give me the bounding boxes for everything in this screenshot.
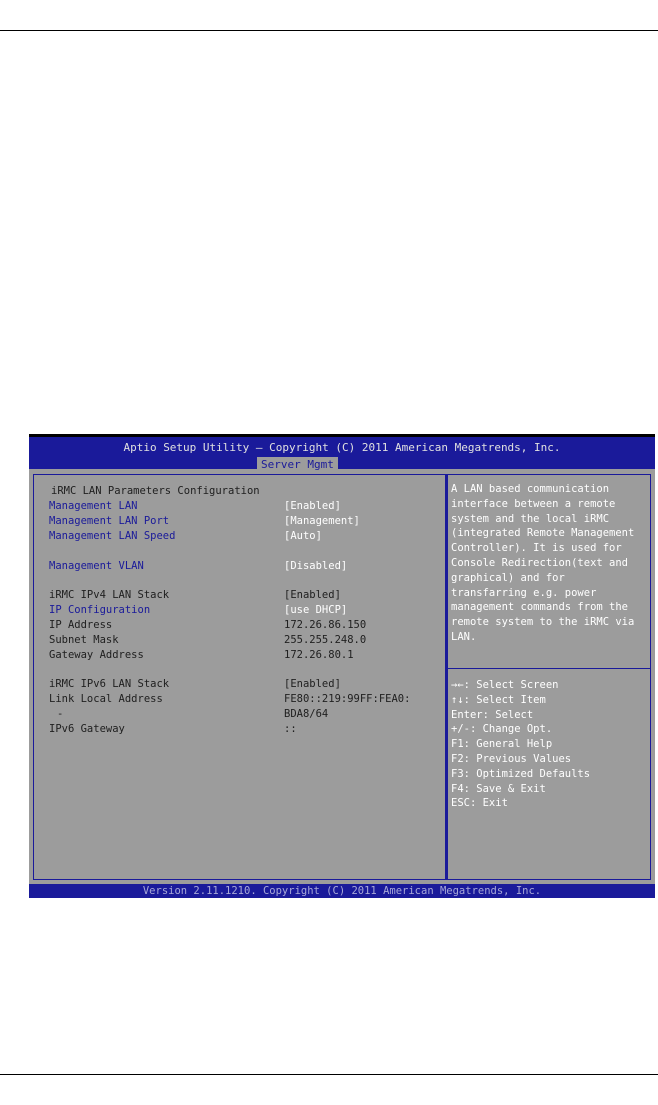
bios-screenshot	[29, 434, 655, 898]
bios-header	[29, 434, 655, 469]
key-hint-select-screen: →←: Select Screen	[451, 679, 559, 691]
key-hint-esc: ESC: Exit	[451, 797, 508, 810]
info-label: iRMC IPv4 LAN Stack	[49, 589, 170, 601]
help-divider	[448, 668, 651, 669]
page-top-rule	[0, 30, 658, 31]
settings-panel	[33, 474, 446, 880]
info-label: IPv6 Gateway	[49, 723, 125, 735]
info-label: IP Address	[49, 619, 113, 631]
setting-value[interactable]: [Disabled]	[284, 560, 348, 572]
help-description: A LAN based communication interface between a remote system and the local iRMC (integrated Remote Management Controller). It is used for Console Redirection(text and graphical) and for transfarring e.g. power management commands from the remote system to the iRMC via LAN.	[451, 483, 635, 643]
bios-footer	[29, 884, 655, 898]
info-value: ::	[284, 723, 297, 735]
section-heading: iRMC LAN Parameters Configuration	[51, 485, 260, 497]
footer-text: Version 2.11.1210. Copyright (C) 2011 American Megatrends, Inc.	[142, 885, 542, 897]
key-hint-f2: F2: Previous Values	[451, 752, 572, 765]
info-label: iRMC IPv6 LAN Stack	[49, 678, 170, 690]
setting-value[interactable]: [use DHCP]	[284, 604, 348, 616]
key-hint-enter: Enter: Select	[451, 708, 534, 721]
tab-server-mgmt[interactable]: Server Mgmt	[257, 457, 338, 472]
page-bottom-rule	[0, 1074, 658, 1075]
info-value: [Enabled]	[284, 678, 341, 690]
setting-label: IP Configuration	[49, 604, 151, 616]
info-value: 172.26.86.150	[284, 619, 367, 631]
setting-value[interactable]: [Auto]	[284, 530, 322, 542]
key-legend	[451, 678, 649, 811]
help-panel	[446, 474, 651, 880]
info-value: 172.26.80.1	[284, 649, 354, 661]
setting-value[interactable]: [Enabled]	[284, 500, 341, 512]
info-value: 255.255.248.0	[284, 634, 367, 646]
info-value: BDA8/64	[284, 708, 329, 720]
info-label: Subnet Mask	[49, 634, 119, 646]
info-value: [Enabled]	[284, 589, 341, 601]
key-hint-f4: F4: Save & Exit	[451, 782, 546, 795]
info-value: FE80::219:99FF:FEA0:	[284, 693, 411, 705]
key-hint-f3: F3: Optimized Defaults	[451, 767, 591, 780]
key-hint-select-item: ↑↓: Select Item	[451, 693, 546, 706]
info-label: Link Local Address	[49, 693, 163, 705]
bios-title: Aptio Setup Utility – Copyright (C) 2011 American Megatrends, Inc.	[123, 441, 561, 454]
key-hint-f1: F1: General Help	[451, 738, 553, 751]
key-hint-change-opt: +/-: Change Opt.	[451, 723, 553, 736]
info-label: Gateway Address	[49, 649, 144, 661]
setting-label: Management LAN Speed	[49, 530, 176, 542]
info-label: -	[57, 708, 64, 720]
setting-label: Management VLAN	[49, 560, 144, 572]
setting-label: Management LAN	[49, 500, 138, 512]
setting-value[interactable]: [Management]	[284, 515, 360, 527]
setting-label: Management LAN Port	[49, 515, 170, 527]
